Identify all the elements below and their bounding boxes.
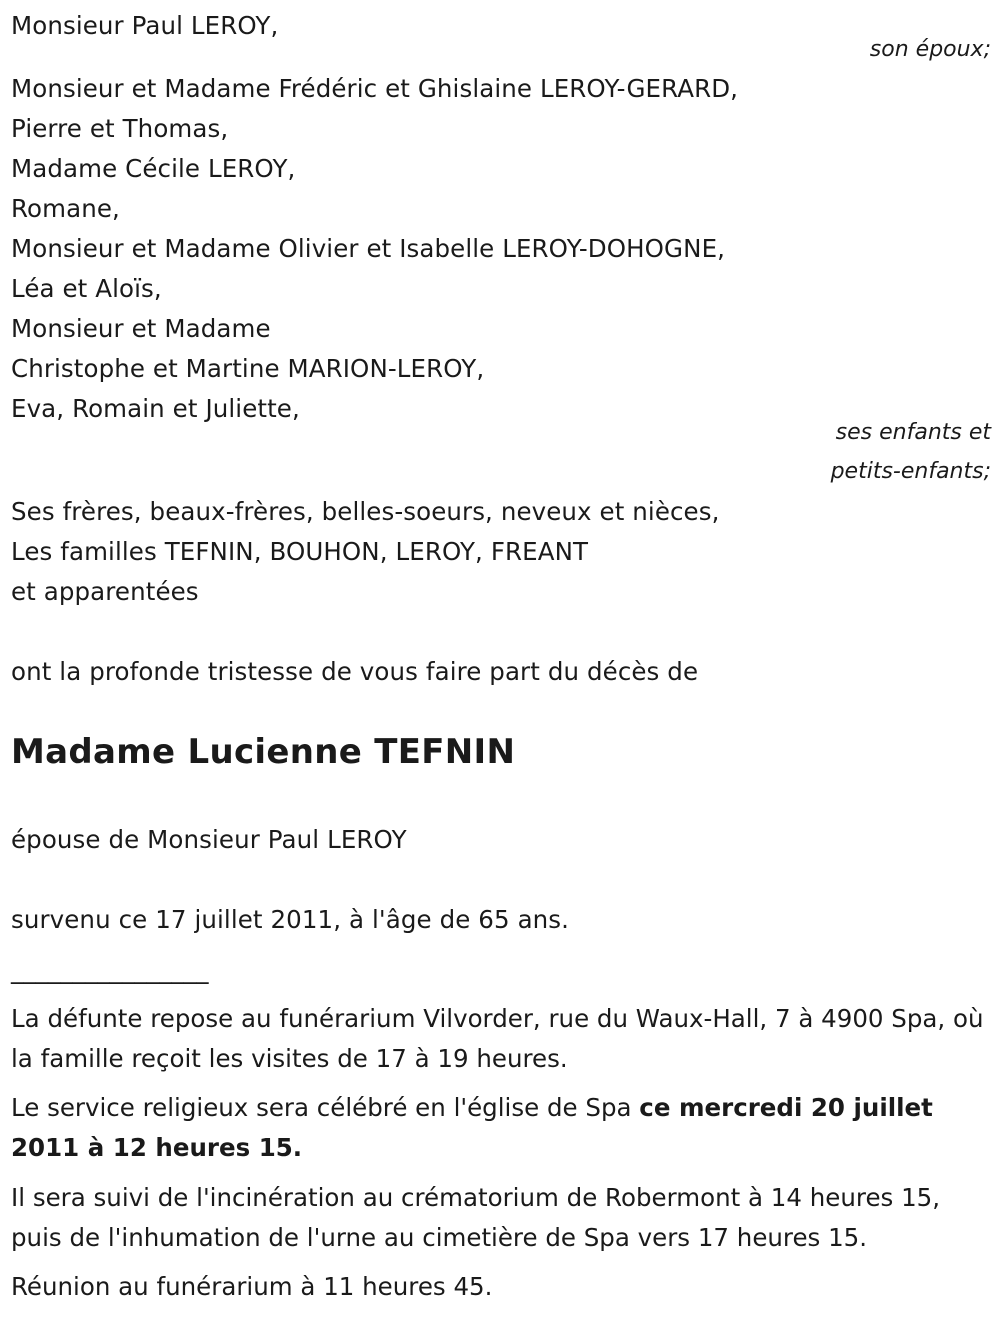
family-line: Ses frères, beaux-frères, belles-soeurs, neveux et nièces, — [11, 497, 720, 526]
children-line: Monsieur et Madame Frédéric et Ghislaine LEROY-GERARD, — [11, 74, 739, 103]
children-line: Pierre et Thomas, — [11, 114, 229, 143]
spouse-role: son époux; — [869, 37, 991, 62]
children-role-line2: petits-enfants; — [830, 459, 991, 484]
children-line: Romane, — [11, 194, 120, 223]
children-line: Christophe et Martine MARION-LEROY, — [11, 354, 485, 383]
deceased-name: Madame Lucienne TEFNIN — [11, 732, 516, 772]
death-info: survenu ce 17 juillet 2011, à l'âge de 65 ans. — [11, 905, 570, 934]
announcement: ont la profonde tristesse de vous faire part du décès de — [11, 657, 699, 686]
family-line: Les familles TEFNIN, BOUHON, LEROY, FREANT — [11, 537, 589, 566]
service-date: ce mercredi 20 juillet 2011 à 12 heures 15. — [11, 1093, 933, 1162]
children-line: Madame Cécile LEROY, — [11, 154, 296, 183]
spouse-of: épouse de Monsieur Paul LEROY — [11, 825, 407, 854]
children-line: Monsieur et Madame Olivier et Isabelle LEROY-DOHOGNE, — [11, 234, 726, 263]
family-line: et apparentées — [11, 577, 199, 606]
children-line: Monsieur et Madame — [11, 314, 271, 343]
meeting-info: Réunion au funérarium à 11 heures 45. — [11, 1272, 493, 1301]
service-intro: Le service religieux sera célébré en l'église de Spa — [11, 1093, 640, 1122]
children-line: Léa et Aloïs, — [11, 274, 162, 303]
separator: ________________ — [11, 955, 209, 984]
spouse-name: Monsieur Paul LEROY, — [11, 11, 279, 40]
cremation-info: Il sera suivi de l'incinération au crématorium de Robermont à 14 heures 15, puis de l'inhumation de l'urne au cimetière de Spa vers 17 heures 15. — [11, 1183, 941, 1252]
service-info — [11, 1088, 986, 1168]
children-role-line1: ses enfants et — [835, 420, 991, 445]
obituary-notice — [11, 0, 991, 1318]
children-line: Eva, Romain et Juliette, — [11, 394, 300, 423]
repose-info: La défunte repose au funérarium Vilvorder, rue du Waux-Hall, 7 à 4900 Spa, où la famille reçoit les visites de 17 à 19 heures. — [11, 1004, 984, 1073]
